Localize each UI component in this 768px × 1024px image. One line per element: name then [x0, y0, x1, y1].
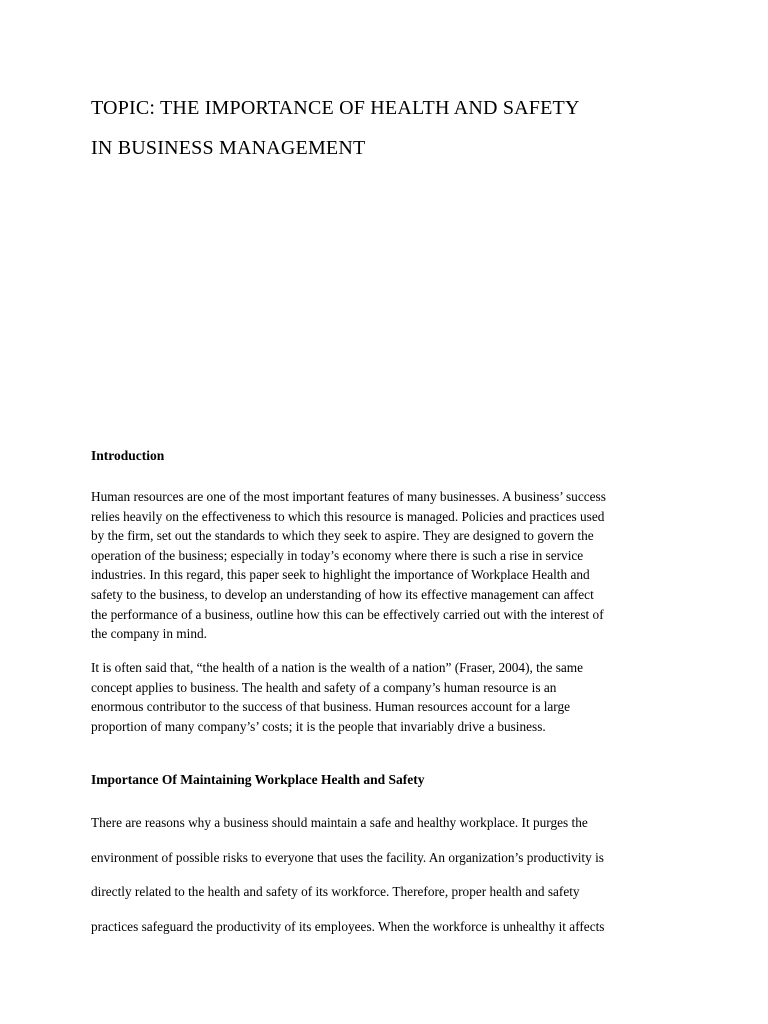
document-title — [91, 88, 711, 168]
paragraph-line: safety to the business, to develop an understanding of how its effective management can affect — [91, 586, 594, 602]
paragraph-line: There are reasons why a business should maintain a safe and healthy workplace. It purges the — [91, 815, 588, 830]
paragraph-line: environment of possible risks to everyone that uses the facility. An organization’s productivity is — [91, 849, 604, 865]
introduction-heading: Introduction — [91, 448, 165, 463]
paragraph-line: directly related to the health and safety of its workforce. Therefore, proper health and safety — [91, 884, 580, 899]
paragraph-line: It is often said that, “the health of a nation is the wealth of a nation” (Fraser, 2004), the same — [91, 660, 584, 675]
paragraph-line: concept applies to business. The health and safety of a company’s human resource is an — [91, 679, 557, 695]
importance-paragraph — [91, 806, 681, 944]
paragraph-line: relies heavily on the effectiveness to which this resource is managed. Policies and practices used — [91, 508, 605, 524]
paragraph-line: Human resources are one of the most important features of many businesses. A business’ success — [91, 489, 606, 504]
paragraph-line: operation of the business; especially in today’s economy where there is such a rise in service — [91, 547, 584, 563]
paragraph-line: enormous contributor to the success of that business. Human resources account for a large — [91, 699, 571, 715]
paragraph-line: the performance of a business, outline how this can be effectively carried out with the interest of — [91, 606, 604, 622]
health-wealth-paragraph — [91, 658, 681, 736]
paragraph-line: industries. In this regard, this paper seek to highlight the importance of Workplace Health and — [91, 567, 590, 583]
paragraph-line: proportion of many company’s’ costs; it is the people that invariably drive a business. — [91, 718, 546, 734]
paragraph-line: practices safeguard the productivity of its employees. When the workforce is unhealthy it affects — [91, 918, 605, 934]
paragraph-line: the company in mind. — [91, 626, 207, 642]
paragraph-line: by the firm, set out the standards to which they seek to aspire. They are designed to govern the — [91, 528, 594, 544]
introduction-paragraph — [91, 487, 681, 644]
title-line: TOPIC: THE IMPORTANCE OF HEALTH AND SAFETY — [91, 97, 580, 119]
title-line: IN BUSINESS MANAGEMENT — [91, 137, 366, 159]
importance-heading: Importance Of Maintaining Workplace Health and Safety — [91, 772, 425, 787]
